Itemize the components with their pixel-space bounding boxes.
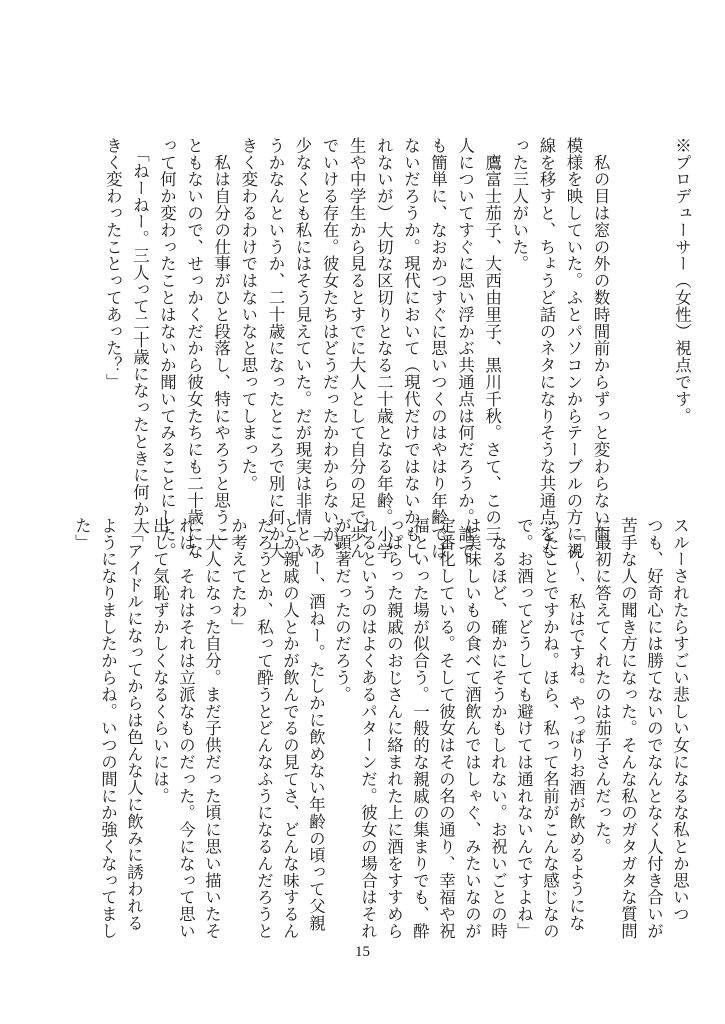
text-column: ※プロデューサー（女性）視点です。 (672, 137, 692, 425)
text-column: スルーされたらすごい悲しい女になるな私とか思いつ (670, 517, 690, 923)
text-column: 「あー、酒ねー。たしかに飲めない年齢の頃って父親 (306, 517, 326, 932)
text-column: 「アイドルになってからは色んな人に飲みに誘われる (124, 517, 144, 932)
text-column: 福といった場が似合う。一般的な親戚の集まりでも、酔 (410, 517, 430, 940)
text-column: れは、それはそれは立派なものだった。今になって思い (176, 517, 196, 940)
text-column: も簡単に、なおかつすぐに思いつくのはやはり年齢では (428, 137, 448, 560)
text-column: ったことですかね。ほら、私って名前がこんな感じなの (540, 517, 560, 940)
text-column: った三人がいた。 (509, 137, 529, 273)
text-column: た」 (72, 517, 92, 551)
page-number: 15 (355, 944, 370, 960)
text-column: うかなんというか、二十歳になったところで別に何か大 (265, 137, 285, 560)
text-column: 苦手な人の聞き方になった。そんな私のガタガタな質問 (618, 517, 638, 940)
text-column: とか親戚の人とかが飲んでるの見てさ、どんな味するん (280, 517, 300, 940)
text-column: で。お酒ってどうしても避けては通れないんですよね」 (514, 517, 534, 940)
text-column: か考えてたわ」 (228, 517, 248, 636)
text-column: 生や中学生から見るとすでに大人として自分の足で歩ん (347, 137, 367, 560)
text-column: に最初に答えてくれたのは茄子さんだった。 (592, 517, 612, 855)
text-column: 模様を映していた。ふとパソコンからテーブルの方に視 (564, 137, 583, 560)
text-column: ようになりましたからね。いつの間にか強くなってまし (98, 517, 118, 940)
text-column: が顕著だったのだろう。 (332, 517, 352, 703)
text-column: ともないので、せっかくだから彼女たちにも二十歳にな (184, 137, 204, 560)
text-column: 私は自分の仕事がひと段落し、特にやろうと思うこ (211, 137, 231, 543)
text-column: きく変わるわけではないなと思ってしまった。 (238, 137, 258, 492)
text-column: は美味しいもの食べて酒飲んではしゃぐ、みたいなのが (462, 517, 482, 940)
text-column: 鷹富士茄子、大西由里子、黒川千秋。さて、この三 (482, 137, 502, 543)
text-column: きく変わったことってあった？」 (103, 137, 123, 391)
text-column: なるほど、確かにそうかもしれない。お祝いごとの時 (488, 517, 508, 940)
text-column: 出して気恥ずかしくなるくらいには。 (150, 517, 170, 805)
text-column: 定番化している。そして彼女はその名の通り、幸福や祝 (436, 517, 456, 940)
text-column: って何か変わったことはないか聞いてみることにした。 (157, 137, 177, 560)
text-column: ないだろうか。現代において（現代だけではないかもし (401, 137, 421, 560)
text-column: だろうとか、私って酔うとどんなふうになるんだろうと (254, 517, 274, 940)
text-column: つも、好奇心には勝てないのでなんとなく人付き合いが (644, 517, 664, 940)
text-column: 私の目は窓の外の数時間前からずっと変わらない雨 (591, 137, 611, 543)
text-column: 「ねーねー。三人って二十歳になったときに何か大 (130, 137, 150, 535)
text-column: 大人になった自分。まだ子供だった頃に思い描いたそ (202, 517, 222, 940)
text-column: 線を移すと、ちょうど話のネタになりそうな共通点をも (536, 137, 556, 560)
text-column: っぱらった親戚のおじさんに絡まれた上に酒をすすめら (384, 517, 404, 940)
text-column: 人についてすぐに思い浮かぶ共通点は何だろうか。誰で (455, 137, 475, 560)
text-column: れるというのはよくあるパターンだ。彼女の場合はそれ (358, 517, 378, 940)
text-column: でいける存在。彼女たちはどうだったかわからないが、 (320, 137, 340, 560)
text-column: 「ん～、私はですね。やっぱりお酒が飲めるようにな (566, 517, 586, 932)
text-column: 少なくとも私にはそう見えていた。だが現実は非情とい (293, 137, 312, 560)
text-column: れないが）大切な区切りとなる二十歳となる年齢。小学 (374, 137, 394, 560)
